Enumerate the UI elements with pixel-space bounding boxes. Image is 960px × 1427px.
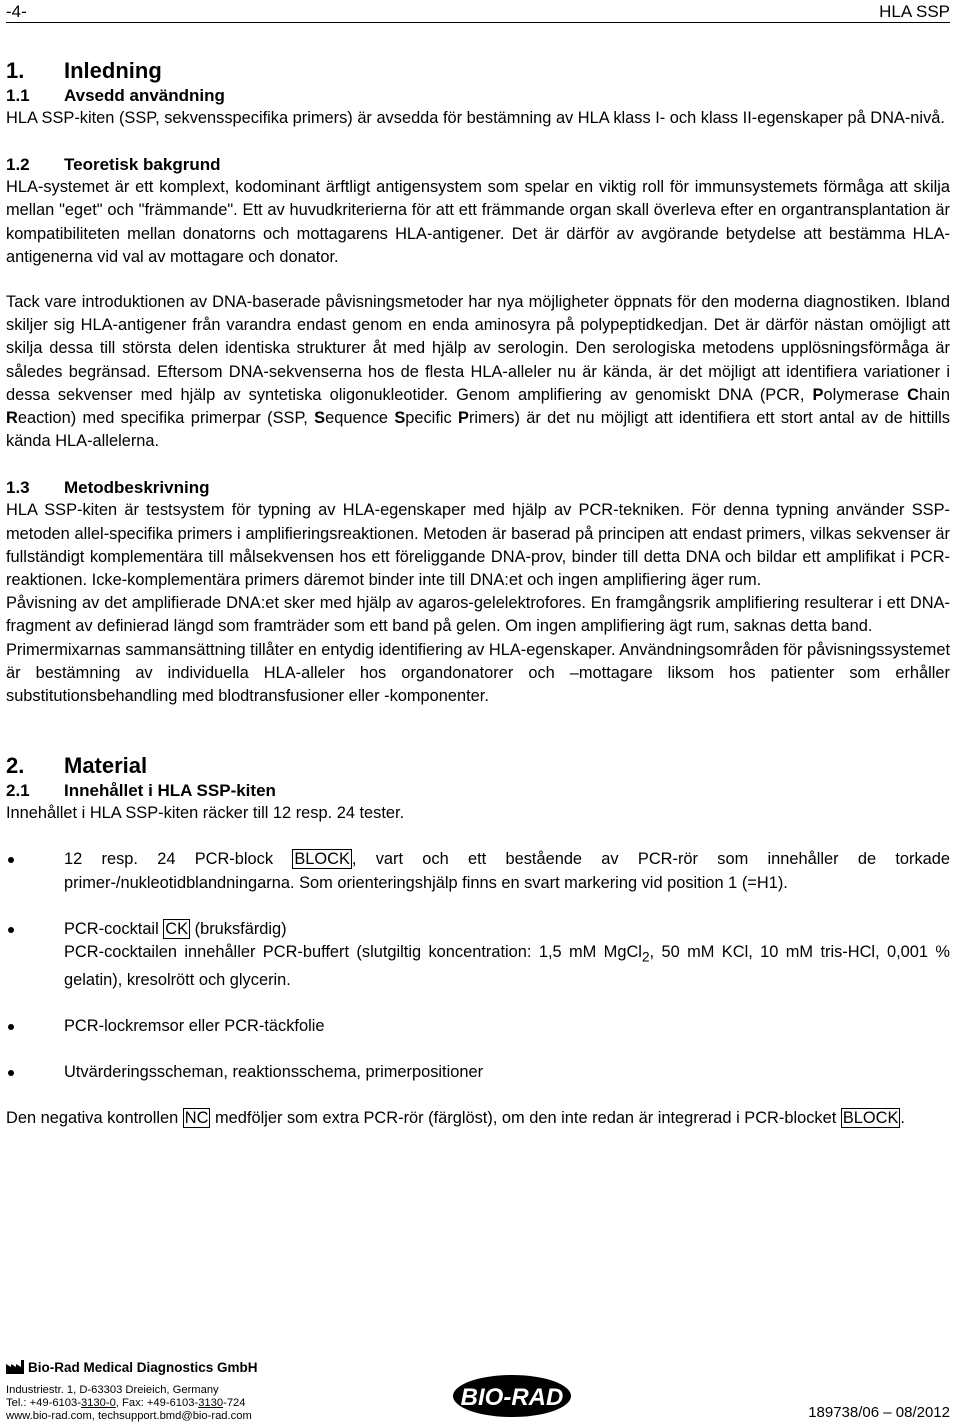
bio-rad-logo [452, 1374, 572, 1422]
bullet-icon [8, 857, 14, 863]
section-1-2-para-1: HLA-systemet är ett komplext, kodominant ärftligt antigensystem som spelar en viktig roll för immunsystemets förmåga att skilja mellan "eget" och "främmande". Ett av huvudkriterierna för att ett främmande organ skall överleva efter en organtransplantation är kompatibiliteten mellan donatorns och mottagarens HLA-antigener. Det är därför av avgörande betydelse att bestämma HLA-antigenerna vid val av mottagare och donator. [6, 178, 950, 266]
section-1-3-para-2: Påvisning av det amplifierade DNA:et sker med hjälp av agaros-gelelektrofores. En framgångsrik amplifiering resulterar i ett DNA-fragment av definierad längd som framträder som ett band på gelen. Om ingen amplifiering ägt rum, saknas detta band. [6, 594, 950, 636]
bullet-icon [8, 1024, 14, 1030]
address: Industriestr. 1, D-63303 Dreieich, Germany [6, 1384, 219, 1396]
block-label: BLOCK [294, 850, 350, 869]
list-item: 12 resp. 24 PCR-block BLOCK , vart och ett bestående av PCR-rör som innehåller de torkade primer-/nukleotidblandningarna. Som orienteringshjälp finns en svart markering vid position 1 (=H1). [6, 848, 950, 894]
bullet-icon [8, 1070, 14, 1076]
web-email: www.bio-rad.com, techsupport.bmd@bio-rad.com [6, 1410, 252, 1422]
company-contact [6, 1384, 252, 1423]
section-1-1-text: HLA SSP-kiten (SSP, sekvensspecifika primers) är avsedda för bestämning av HLA klass I- och klass II-egenskaper på DNA-nivå. [6, 109, 945, 127]
document-code: 189738/06 – 08/2012 [808, 1404, 950, 1421]
page-number: -4- [6, 2, 27, 21]
section-1-3-para-1: HLA SSP-kiten är testsystem för typning av HLA-egenskaper med hjälp av PCR-tekniken. För denna typning använder SSP-metoden allel-specifika primers i amplifieringsreaktionen. Metoden är baserad på principen att endast primers, vilkas sekvenser är fullständigt komplementära till målsekvensen hos ett föreliggande DNA-prov, binder till detta DNA och bildar ett amplifikat i PCR-reaktionen. Icke-komplementära primers däremot binder inte till DNA:et och ingen amplifiering äger rum. [6, 501, 950, 590]
section-1-1-heading: 1.1 Avsedd användning [6, 86, 225, 105]
factory-icon [6, 1360, 24, 1374]
section-1-3-para-3: Primermixarnas sammansättning tillåter en entydig identifiering av HLA-egenskaper. Användningsområden för påvisningssystemet är bestämning av individuella HLA-alleler hos organdonatorer och –mottagare liksom hos patienter som erhåller substitutionsbehandling med blodtransfusioner eller -komponenter. [6, 640, 950, 706]
header-divider [6, 22, 950, 23]
section-1-3-heading: 1.3 Metodbeskrivning [6, 478, 210, 498]
bullet-icon [8, 927, 14, 933]
list-item: PCR-cocktail CK (bruksfärdig) PCR-cocktailen innehåller PCR-buffert (slutgiltig koncentration: 1,5 mM MgCl$_2$, 50 mM KCl, 10 mM tris-HCl, 0,001 % gelatin), kresolrött och glycerin. [6, 918, 950, 992]
list-item: Utvärderingsscheman, reaktionsschema, primerpositioner [6, 1061, 950, 1084]
block-label: BLOCK [842, 1109, 899, 1128]
product-name: HLA SSP [879, 2, 950, 21]
kit-contents-list [6, 848, 950, 1084]
section-1-heading: 1. Inledning [6, 58, 162, 83]
section-1-2-heading: 1.2 Teoretisk bakgrund [6, 155, 221, 175]
svg-text:BIO-RAD: BIO-RAD [460, 1384, 564, 1411]
company-name: Bio-Rad Medical Diagnostics GmbH [6, 1360, 258, 1374]
phone-fax: Tel.: +49-6103-3130-0, Fax: +49-6103-3130-724 [6, 1397, 246, 1409]
section-1-2-para-2: Tack vare introduktionen av DNA-baserade påvisningsmetoder har nya möjligheter öppnats för den moderna diagnostiken. Ibland skiljer sig HLA-antigener från varandra endast genom en enda aminosyra på polypeptidkedjan. Det är därför nästan omöjligt att skilja dessa till största delen identiska strukturer åt med hjälp av serologin. Den serologiska metodens upplösningsförmåga är således begränsad. Eftersom DNA-sekvenserna hos de flesta HLA-alleler nu är kända, är det möjligt att identifiera variationer i dessa sekvenser med hjälp av syntetiska oligonukleotider. Genom amplifiering av genomiskt DNA (PCR, Polymerase Chain Reaction) med specifika primerpar (SSP, Sequence Specific Primers) är det nu möjligt att identifiera ett stort antal av de hittills kända HLA-allelerna. [6, 293, 950, 451]
section-2-heading: 2. Material [6, 753, 148, 779]
section-2-1-heading: 2.1 Innehållet i HLA SSP-kiten [6, 781, 276, 801]
section-2-1-intro: Innehållet i HLA SSP-kiten räcker till 12 resp. 24 tester. [6, 804, 405, 823]
negative-control-note: Den negativa kontrollen NC medföljer som extra PCR-rör (färglöst), om den inte redan är integrerad i PCR-blocket BLOCK . [6, 1109, 905, 1128]
nc-label: NC [184, 1109, 209, 1128]
document-body [6, 58, 950, 1130]
ck-label: CK [165, 919, 189, 938]
list-item: PCR-lockremsor eller PCR-täckfolie [6, 1015, 950, 1038]
